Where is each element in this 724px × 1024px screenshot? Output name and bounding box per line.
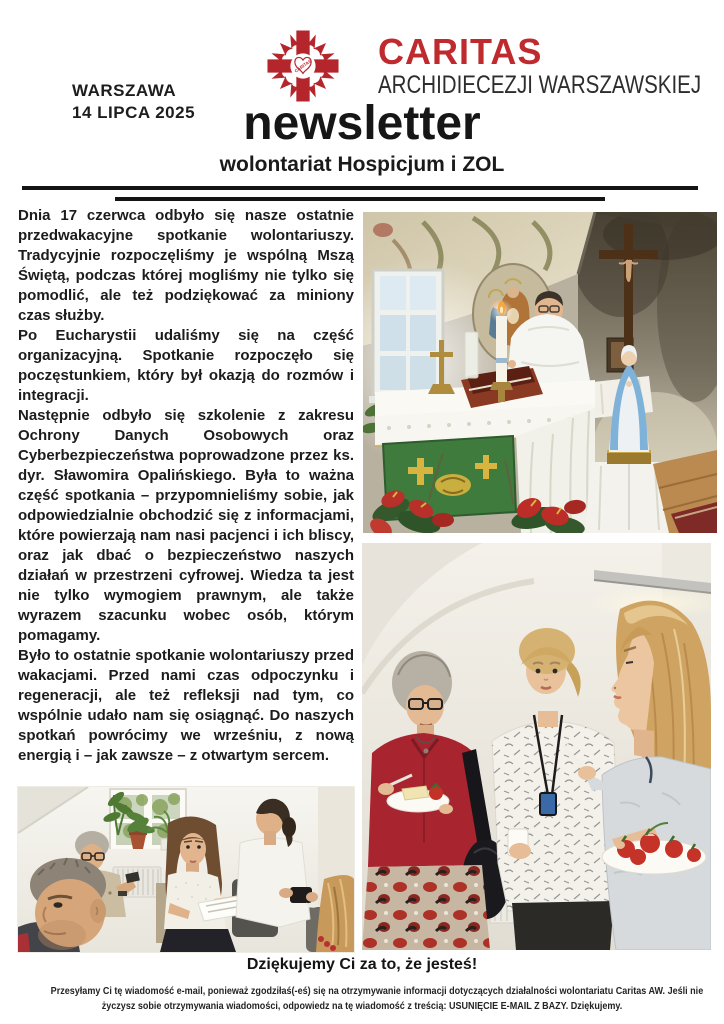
brand-name: CARITAS [378, 31, 543, 72]
article-paragraph: Było to ostatnie spotkanie wolontariuszy przed wakacjami. Przed nami czas odpoczynku i regeneracji, ale też refleksji nad tym, co wspólnie udało nam się osiągnąć. Do naszych spotkań powrócimy we wrześniu, z nową energią i – jak zawsze – z otwartym sercem. [18, 647, 354, 764]
footer-note [0, 984, 724, 1014]
volunteers-snack-photo [362, 543, 711, 950]
dateline-date: 14 LIPCA 2025 [72, 103, 196, 122]
divider-line-top [22, 186, 698, 190]
footer-line-1: Przesyłamy Ci tę wiadomość e-mail, ponieważ zgodziłaś(-eś) się na otrzymywanie informacji dotyczących działalności wolontariatu Caritas AW. Jeśli nie [50, 985, 704, 997]
logo-inner-text: CARITAS [293, 58, 313, 74]
footer-line-2: życzysz sobie otrzymywania wiadomości, odpowiedz na tę wiadomość z treścią: USUNIĘCIE E-MAIL Z BAZY. Dziękujemy. [101, 1000, 623, 1012]
dateline-city: WARSZAWA [72, 81, 177, 100]
newsletter-title: newsletter [243, 97, 481, 150]
volunteers-meeting-photo [17, 786, 355, 953]
chapel-mass-photo [363, 212, 717, 533]
article-paragraph: Dnia 17 czerwca odbyło się nasze ostatnie przedwakacyjne spotkanie wolontariuszy. Tradycyjnie rozpoczęliśmy je wspólną Mszą Świętą, podczas której mogliśmy nie tylko się pomodlić, ale też podziękować za miniony czas służby. [18, 207, 354, 324]
divider-line-bottom [115, 197, 605, 201]
brand-subname: ARCHIDIECEZJI WARSZAWSKIEJ [378, 71, 702, 99]
newsletter-subtitle: wolontariat Hospicjum i ZOL [219, 153, 505, 176]
article-paragraph: Po Eucharystii udaliśmy się na część organizacyjną. Spotkanie rozpoczęło się poczęstunkiem, który był okazją do rozmów i integracji. [18, 327, 354, 404]
thanks-line: Dziękujemy Ci za to, że jesteś! [246, 956, 478, 973]
article-paragraph: Następnie odbyło się szkolenie z zakresu Ochrony Danych Osobowych oraz Cyberbezpieczeństwa poprowadzone przez ks. dyr. Sławomira Opalińskiego. Była to ważna część spotkania – przypomnieliśmy sobie, jak odpowiedzialnie obchodzić się z informacjami, które powierzają nam nasi pacjenci i ich bliscy, oraz jak dbać o bezpieczeństwo naszych działań w przestrzeni cyfrowej. Wiedza ta jest nie tylko wymogiem prawnym, ale także wyrazem szacunku wobec osób, którym pomagamy. [18, 407, 354, 644]
caritas-logo-icon [266, 24, 340, 108]
article-text [18, 206, 354, 766]
